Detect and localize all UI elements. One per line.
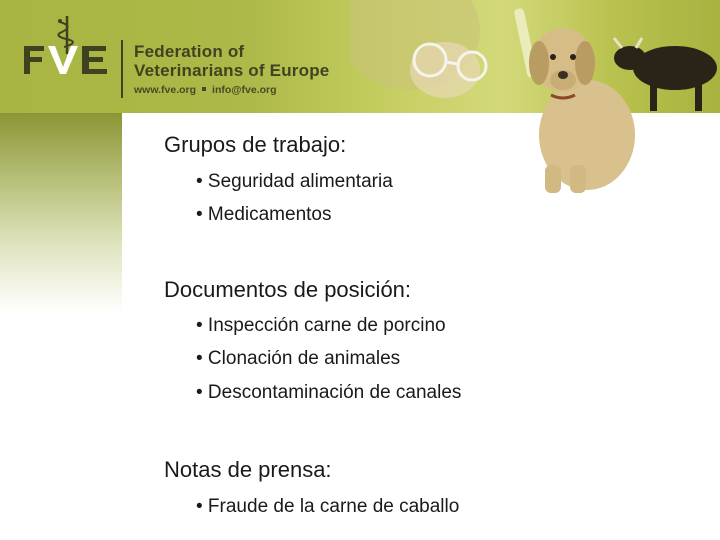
list-item: • Clonación de animales — [196, 348, 401, 369]
list-item: • Inspección carne de porcino — [196, 315, 446, 336]
contact-line — [134, 84, 277, 96]
heading-notas: Notas de prensa: — [164, 457, 332, 482]
list-item: • Seguridad alimentaria — [196, 171, 393, 192]
heading-grupos: Grupos de trabajo: — [164, 132, 347, 157]
org-name-line2: Veterinarians of Europe — [134, 61, 330, 80]
website-link[interactable]: www.fve.org — [134, 84, 197, 96]
list-item: • Fraude de la carne de caballo — [196, 496, 460, 517]
logo-divider — [121, 40, 123, 98]
email-link[interactable]: info@fve.org — [212, 84, 277, 96]
list-item: • Descontaminación de canales — [196, 382, 462, 403]
org-name-line1: Federation of — [134, 42, 245, 61]
fve-logo — [22, 14, 112, 80]
cow-photo — [600, 28, 720, 113]
heading-documentos: Documentos de posición: — [164, 277, 412, 302]
list-item: • Medicamentos — [196, 204, 332, 225]
left-gradient-bar — [0, 113, 122, 313]
